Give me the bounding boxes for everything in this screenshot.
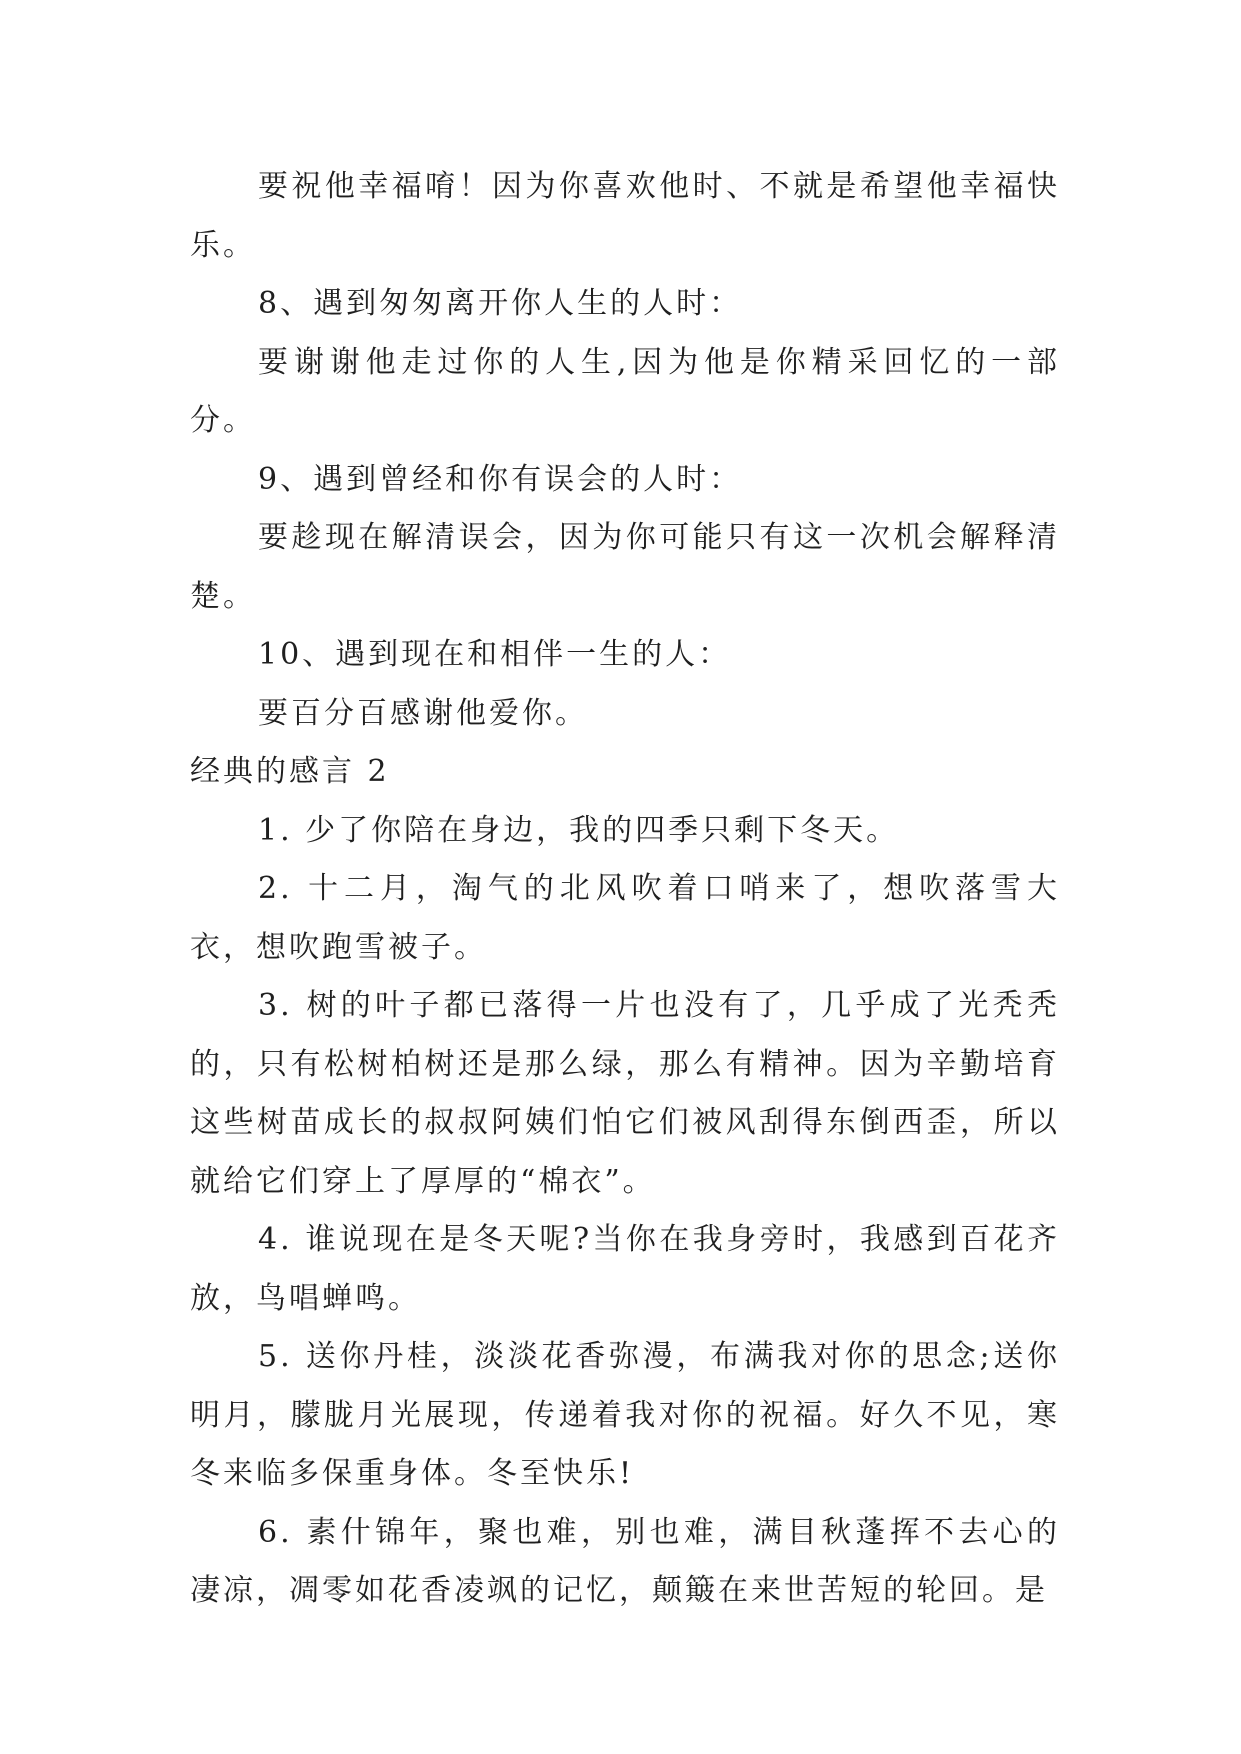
paragraph-item-10: 10、遇到现在和相伴一生的人： (258, 637, 732, 672)
paragraph-item-9: 9、遇到曾经和你有误会的人时： (258, 461, 743, 497)
quote-1: 1. 少了你陪在身边，我的四季只剩下冬天。 (258, 812, 900, 848)
quote-2: 2. 十二月，淘气的北风吹着口哨来了，想吹落雪大衣，想吹跑雪被子。 (190, 871, 1060, 965)
paragraph-thank-partner: 要百分百感谢他爱你。 (258, 695, 588, 731)
quote-4: 4. 谁说现在是冬天呢?当你在我身旁时，我感到百花齐放，鸟唱蝉鸣。 (190, 1222, 1060, 1316)
quote-6: 6. 素什锦年，聚也难，别也难，满目秋蓬挥不去心的凄凉，凋零如花香凌飒的记忆，颠簸在来世苦短的轮回。是 (190, 1514, 1060, 1608)
paragraph-clear-misunderstanding: 要趁现在解清误会，因为你可能只有这一次机会解释清楚。 (190, 520, 1060, 614)
paragraph-item-8: 8、遇到匆匆离开你人生的人时： (258, 286, 743, 321)
section-heading: 经典的感言 2 (190, 754, 390, 789)
paragraph-wish-happiness: 要祝他幸福唷！因为你喜欢他时、不就是希望他幸福快乐。 (190, 169, 1060, 263)
document-body (190, 158, 1060, 1621)
quote-3: 3. 树的叶子都已落得一片也没有了，几乎成了光秃秃的，只有松树柏树还是那么绿，那么有精神。因为辛勤培育这些树苗成长的叔叔阿姨们怕它们被风刮得东倒西歪，所以就给它们穿上了厚厚的“棉衣”。 (190, 988, 1060, 1199)
paragraph-thank-passerby: 要谢谢他走过你的人生,因为他是你精采回忆的一部分。 (190, 344, 1060, 438)
quote-5: 5. 送你丹桂，淡淡花香弥漫，布满我对你的思念;送你明月，朦胧月光展现，传递着我对你的祝福。好久不见，寒冬来临多保重身体。冬至快乐! (190, 1339, 1060, 1491)
